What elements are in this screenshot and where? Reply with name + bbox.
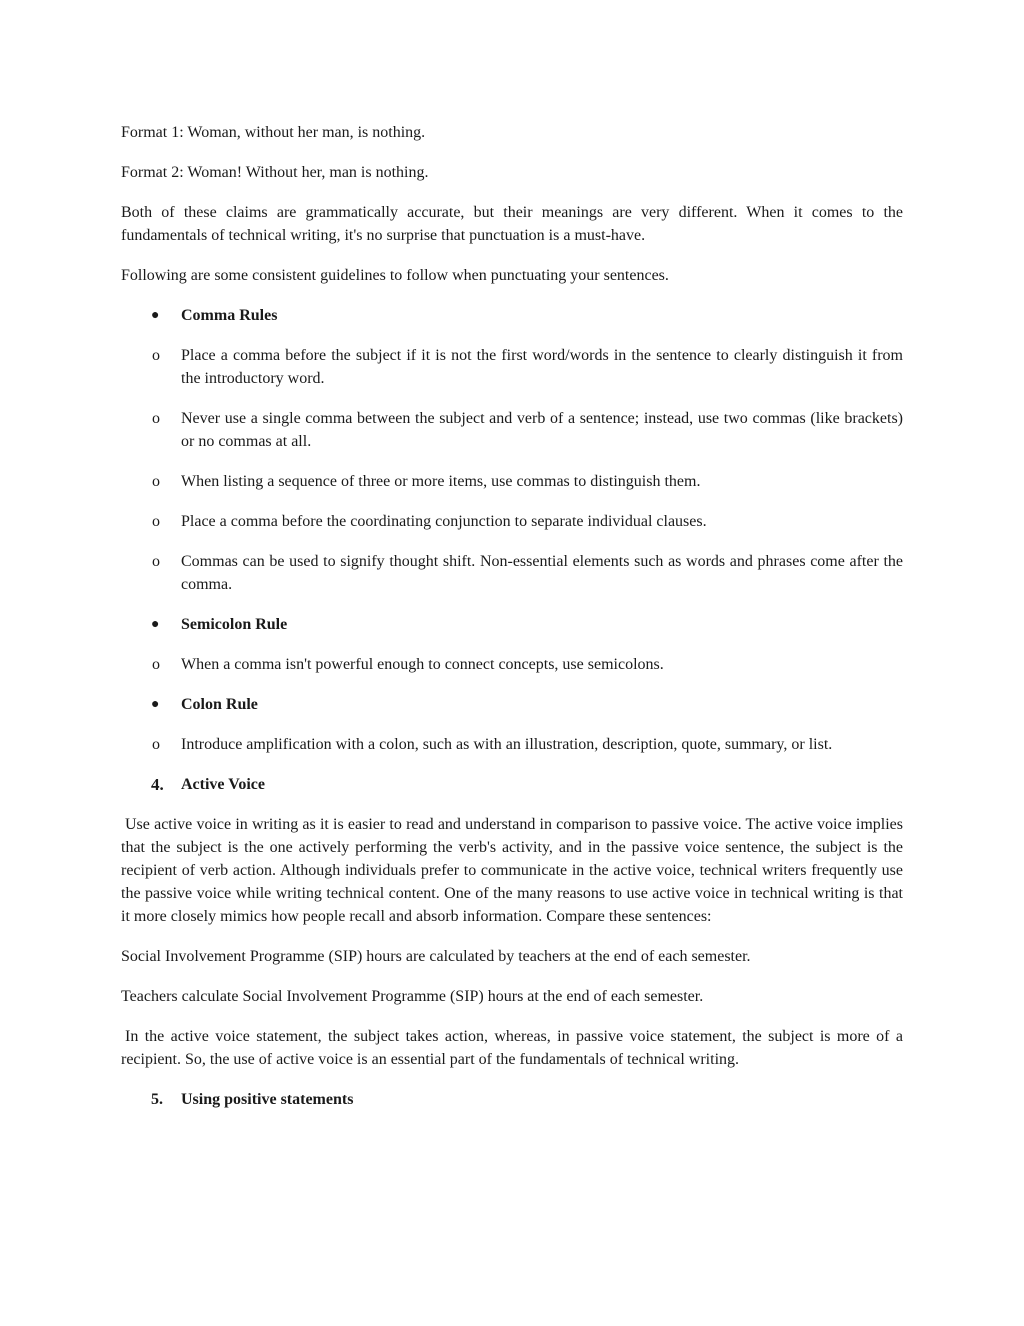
comma-rule-2: Never use a single comma between the subject and verb of a sentence; instead, use two commas (like brackets) or no commas at all. xyxy=(181,410,903,450)
section-5-number: 5. xyxy=(151,1091,163,1108)
comma-rule-3: When listing a sequence of three or more items, use commas to distinguish them. xyxy=(181,473,701,490)
list-item xyxy=(121,407,903,453)
active-voice-conclusion: In the active voice statement, the subject takes action, whereas, in passive voice statement, the subject is more of a recipient. So, the use of active voice is an essential part of the fundamentals of technical writing. xyxy=(121,1028,903,1068)
sub-bullet-icon: o xyxy=(152,347,160,364)
comma-rules-heading-row xyxy=(121,304,903,327)
sub-bullet-icon: o xyxy=(152,656,160,673)
sub-bullet-icon: o xyxy=(152,513,160,530)
active-voice-paragraph: Use active voice in writing as it is easier to read and understand in comparison to passive voice. The active voice implies that the subject is the one actively performing the verb's activity, and in the passive voice sentence, the subject is the recipient of verb action. Although individuals prefer to communicate in the active voice, technical writers frequently use the passive voice while writing technical content. One of the many reasons to use active voice in technical writing is that it more closely mimics how people recall and absorb information. Compare these sentences: xyxy=(121,816,903,925)
colon-rule-heading: Colon Rule xyxy=(181,696,258,713)
list-item xyxy=(121,344,903,390)
bullet-icon: ● xyxy=(151,617,160,632)
section-5-heading-row xyxy=(121,1088,903,1111)
format-2-line: Format 2: Woman! Without her, man is nothing. xyxy=(121,164,429,181)
section-4-heading-row xyxy=(121,773,903,796)
format-1-line: Format 1: Woman, without her man, is nothing. xyxy=(121,124,426,141)
section-4-number: 4. xyxy=(151,775,164,794)
sub-bullet-icon: o xyxy=(152,473,160,490)
active-example: Teachers calculate Social Involvement Programme (SIP) hours at the end of each semester. xyxy=(121,988,704,1005)
comma-rules-heading: Comma Rules xyxy=(181,307,278,324)
sub-bullet-icon: o xyxy=(152,553,160,570)
colon-rule-1: Introduce amplification with a colon, such as with an illustration, description, quote, summary, or list. xyxy=(181,736,833,753)
passive-example: Social Involvement Programme (SIP) hours are calculated by teachers at the end of each semester. xyxy=(121,948,751,965)
claims-paragraph: Both of these claims are grammatically accurate, but their meanings are very different. When it comes to the fundamentals of technical writing, it's no surprise that punctuation is a must-have. xyxy=(121,204,903,244)
semicolon-rule-heading: Semicolon Rule xyxy=(181,616,288,633)
guidelines-intro: Following are some consistent guidelines to follow when punctuating your sentences. xyxy=(121,267,669,284)
document-page xyxy=(121,121,903,1128)
comma-rule-1: Place a comma before the subject if it is not the first word/words in the sentence to clearly distinguish it from the introductory word. xyxy=(181,347,903,387)
semicolon-rule-1: When a comma isn't powerful enough to connect concepts, use semicolons. xyxy=(181,656,664,673)
comma-rule-4: Place a comma before the coordinating conjunction to separate individual clauses. xyxy=(181,513,707,530)
bullet-icon: ● xyxy=(151,697,160,712)
semicolon-rule-heading-row xyxy=(121,613,903,636)
list-item xyxy=(121,550,903,596)
list-item xyxy=(121,470,903,493)
list-item xyxy=(121,653,903,676)
sub-bullet-icon: o xyxy=(152,736,160,753)
section-5-heading: Using positive statements xyxy=(181,1091,354,1108)
bullet-icon: ● xyxy=(151,308,160,323)
sub-bullet-icon: o xyxy=(152,410,160,427)
list-item xyxy=(121,510,903,533)
section-4-heading: Active Voice xyxy=(181,776,265,793)
list-item xyxy=(121,733,903,756)
comma-rule-5: Commas can be used to signify thought shift. Non-essential elements such as words and phrases come after the comma. xyxy=(181,553,903,593)
colon-rule-heading-row xyxy=(121,693,903,716)
